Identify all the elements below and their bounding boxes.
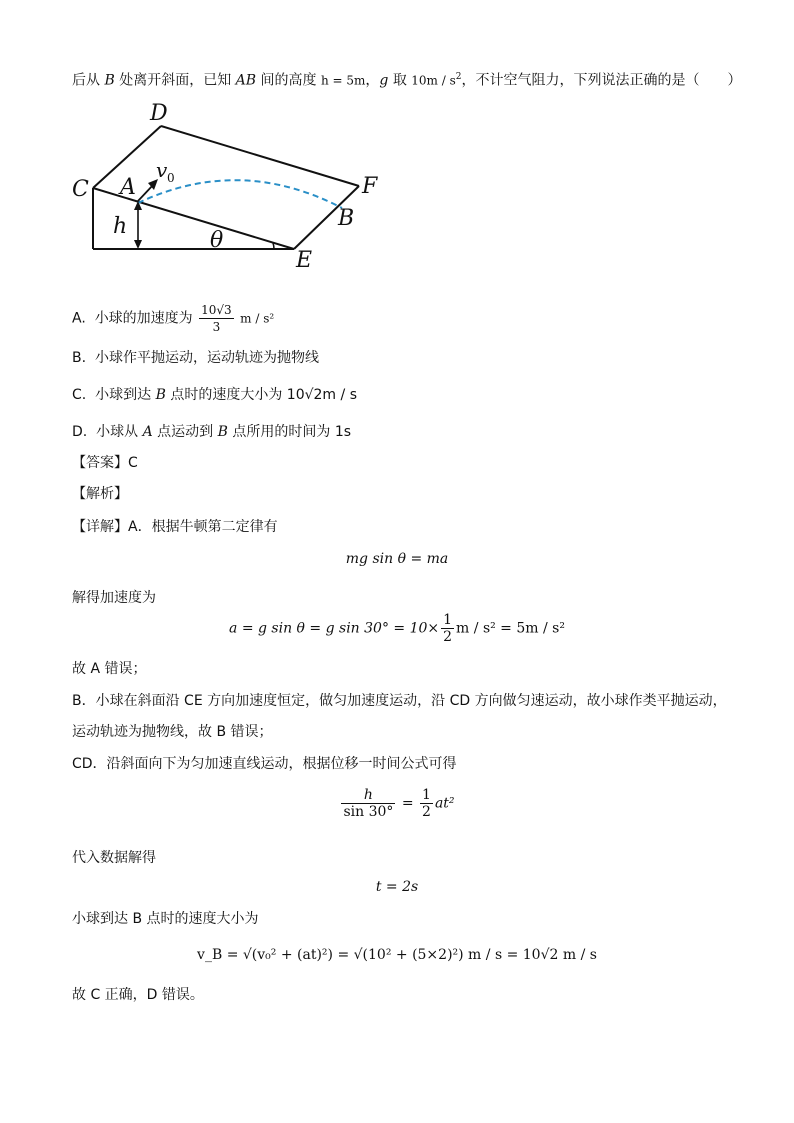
- incline-figure: [60, 95, 400, 275]
- label-f: F: [362, 174, 378, 199]
- equation-5: v_B = √(v₀² + (at)²) = √(10² + (5×2)²) m / s = 10√2 m / s: [197, 947, 597, 963]
- option-d: [72, 423, 351, 441]
- eq3-mid: =: [397, 795, 419, 812]
- option-d-text2: 点运动到: [152, 424, 218, 440]
- option-c-text1: 小球到达: [95, 387, 156, 403]
- option-a-text: 小球的加速度为: [94, 310, 193, 327]
- answer-line: [72, 454, 138, 472]
- eq3-den: sin 30°: [343, 804, 394, 820]
- option-a-letter: A.: [72, 310, 86, 327]
- option-c-text2: 点时的速度大小为 10√2m / s: [165, 387, 357, 403]
- option-b-text: 小球作平抛运动，运动轨迹为抛物线: [94, 350, 319, 366]
- label-d: D: [150, 101, 168, 126]
- conclusion-a: 故 A 错误；: [72, 661, 147, 677]
- option-a-unit: m / s²: [240, 311, 275, 326]
- stem-sq: 2: [455, 72, 462, 82]
- eq2-den: 2: [443, 629, 453, 645]
- eq2-right: m / s² = 5m / s²: [456, 620, 565, 637]
- answer-label: 【答案】: [72, 455, 128, 471]
- option-d-letter: D.: [72, 424, 88, 440]
- eq2-left: a = g sin θ = g sin 30° = 10×: [229, 620, 440, 637]
- b-explanation-1: B．小球在斜面沿 CE 方向加速度恒定，做匀加速度运动，沿 CD 方向做匀速运动，故小球作类平抛运动，: [72, 693, 727, 709]
- stem-mid3: ，: [365, 72, 380, 89]
- h-arrow-bottom: [134, 240, 142, 249]
- option-c-letter: C.: [72, 387, 87, 403]
- option-c: [72, 386, 357, 404]
- stem-prefix: 后从: [72, 72, 105, 89]
- option-b-letter: B.: [72, 350, 87, 366]
- detail-label: 【详解】: [72, 519, 128, 535]
- stem-h-eq: h = 5m: [320, 73, 366, 88]
- option-d-b: B: [217, 424, 228, 440]
- detail-intro-line: [72, 518, 278, 536]
- eq3-num: h: [341, 787, 395, 804]
- stem-ab: AB: [235, 72, 257, 89]
- label-b: B: [338, 206, 355, 231]
- equation-3: [0, 787, 794, 820]
- final-conclusion: 故 C 正确，D 错误。: [72, 987, 204, 1003]
- question-stem: [72, 68, 742, 90]
- answer-value: C: [128, 455, 138, 471]
- edge-df: [161, 126, 359, 186]
- equation-1: mg sin θ = ma: [345, 551, 449, 567]
- eq3-right-fraction: [420, 787, 433, 820]
- option-a-num: 10√3: [201, 303, 232, 317]
- stem-b: B: [104, 72, 115, 89]
- b-explanation-2: 运动轨迹为抛物线，故 B 错误；: [72, 724, 273, 740]
- eq3-fden: 2: [422, 804, 431, 820]
- eq2-num: 1: [443, 612, 453, 628]
- option-d-a: A: [142, 424, 153, 440]
- detail-intro: A．根据牛顿第二定律有: [128, 519, 278, 535]
- stem-mid2: 间的高度: [256, 72, 321, 89]
- speed-line: 小球到达 B 点时的速度大小为: [72, 911, 259, 927]
- option-a-den: 3: [212, 320, 221, 334]
- option-d-text1: 小球从: [96, 424, 143, 440]
- option-a-fraction: [199, 302, 234, 335]
- solve-acc: 解得加速度为: [72, 590, 156, 606]
- stem-end: ，不计空气阻力，下列说法正确的是（ ）: [461, 72, 742, 89]
- option-b: [72, 349, 319, 367]
- stem-mid4: 取: [388, 72, 412, 89]
- label-e: E: [296, 248, 313, 273]
- stem-g-val: 10m / s: [411, 73, 456, 88]
- cd-explanation: CD．沿斜面向下为匀加速直线运动，根据位移一时间公式可得: [72, 756, 457, 772]
- eq3-fnum: 1: [422, 787, 431, 803]
- option-c-b: B: [155, 387, 166, 403]
- equation-4: t = 2s: [375, 879, 419, 895]
- equation-2: [0, 612, 794, 645]
- label-a: A: [120, 175, 136, 200]
- eq3-left-fraction: [341, 787, 395, 820]
- label-v0-sub: 0: [167, 171, 175, 185]
- analysis-label: 【解析】: [72, 486, 128, 502]
- stem-mid1: 处离开斜面，已知: [114, 72, 236, 89]
- eq3-right: at²: [434, 795, 455, 812]
- label-h: h: [113, 214, 128, 239]
- substitute-line: 代入数据解得: [72, 850, 156, 866]
- option-a: [72, 302, 274, 335]
- label-c: C: [72, 177, 89, 202]
- eq2-fraction: [441, 612, 454, 645]
- option-d-text3: 点所用的时间为 1s: [227, 424, 352, 440]
- stem-g: g: [379, 72, 389, 89]
- label-v0: v: [156, 158, 168, 182]
- label-theta: θ: [210, 228, 224, 253]
